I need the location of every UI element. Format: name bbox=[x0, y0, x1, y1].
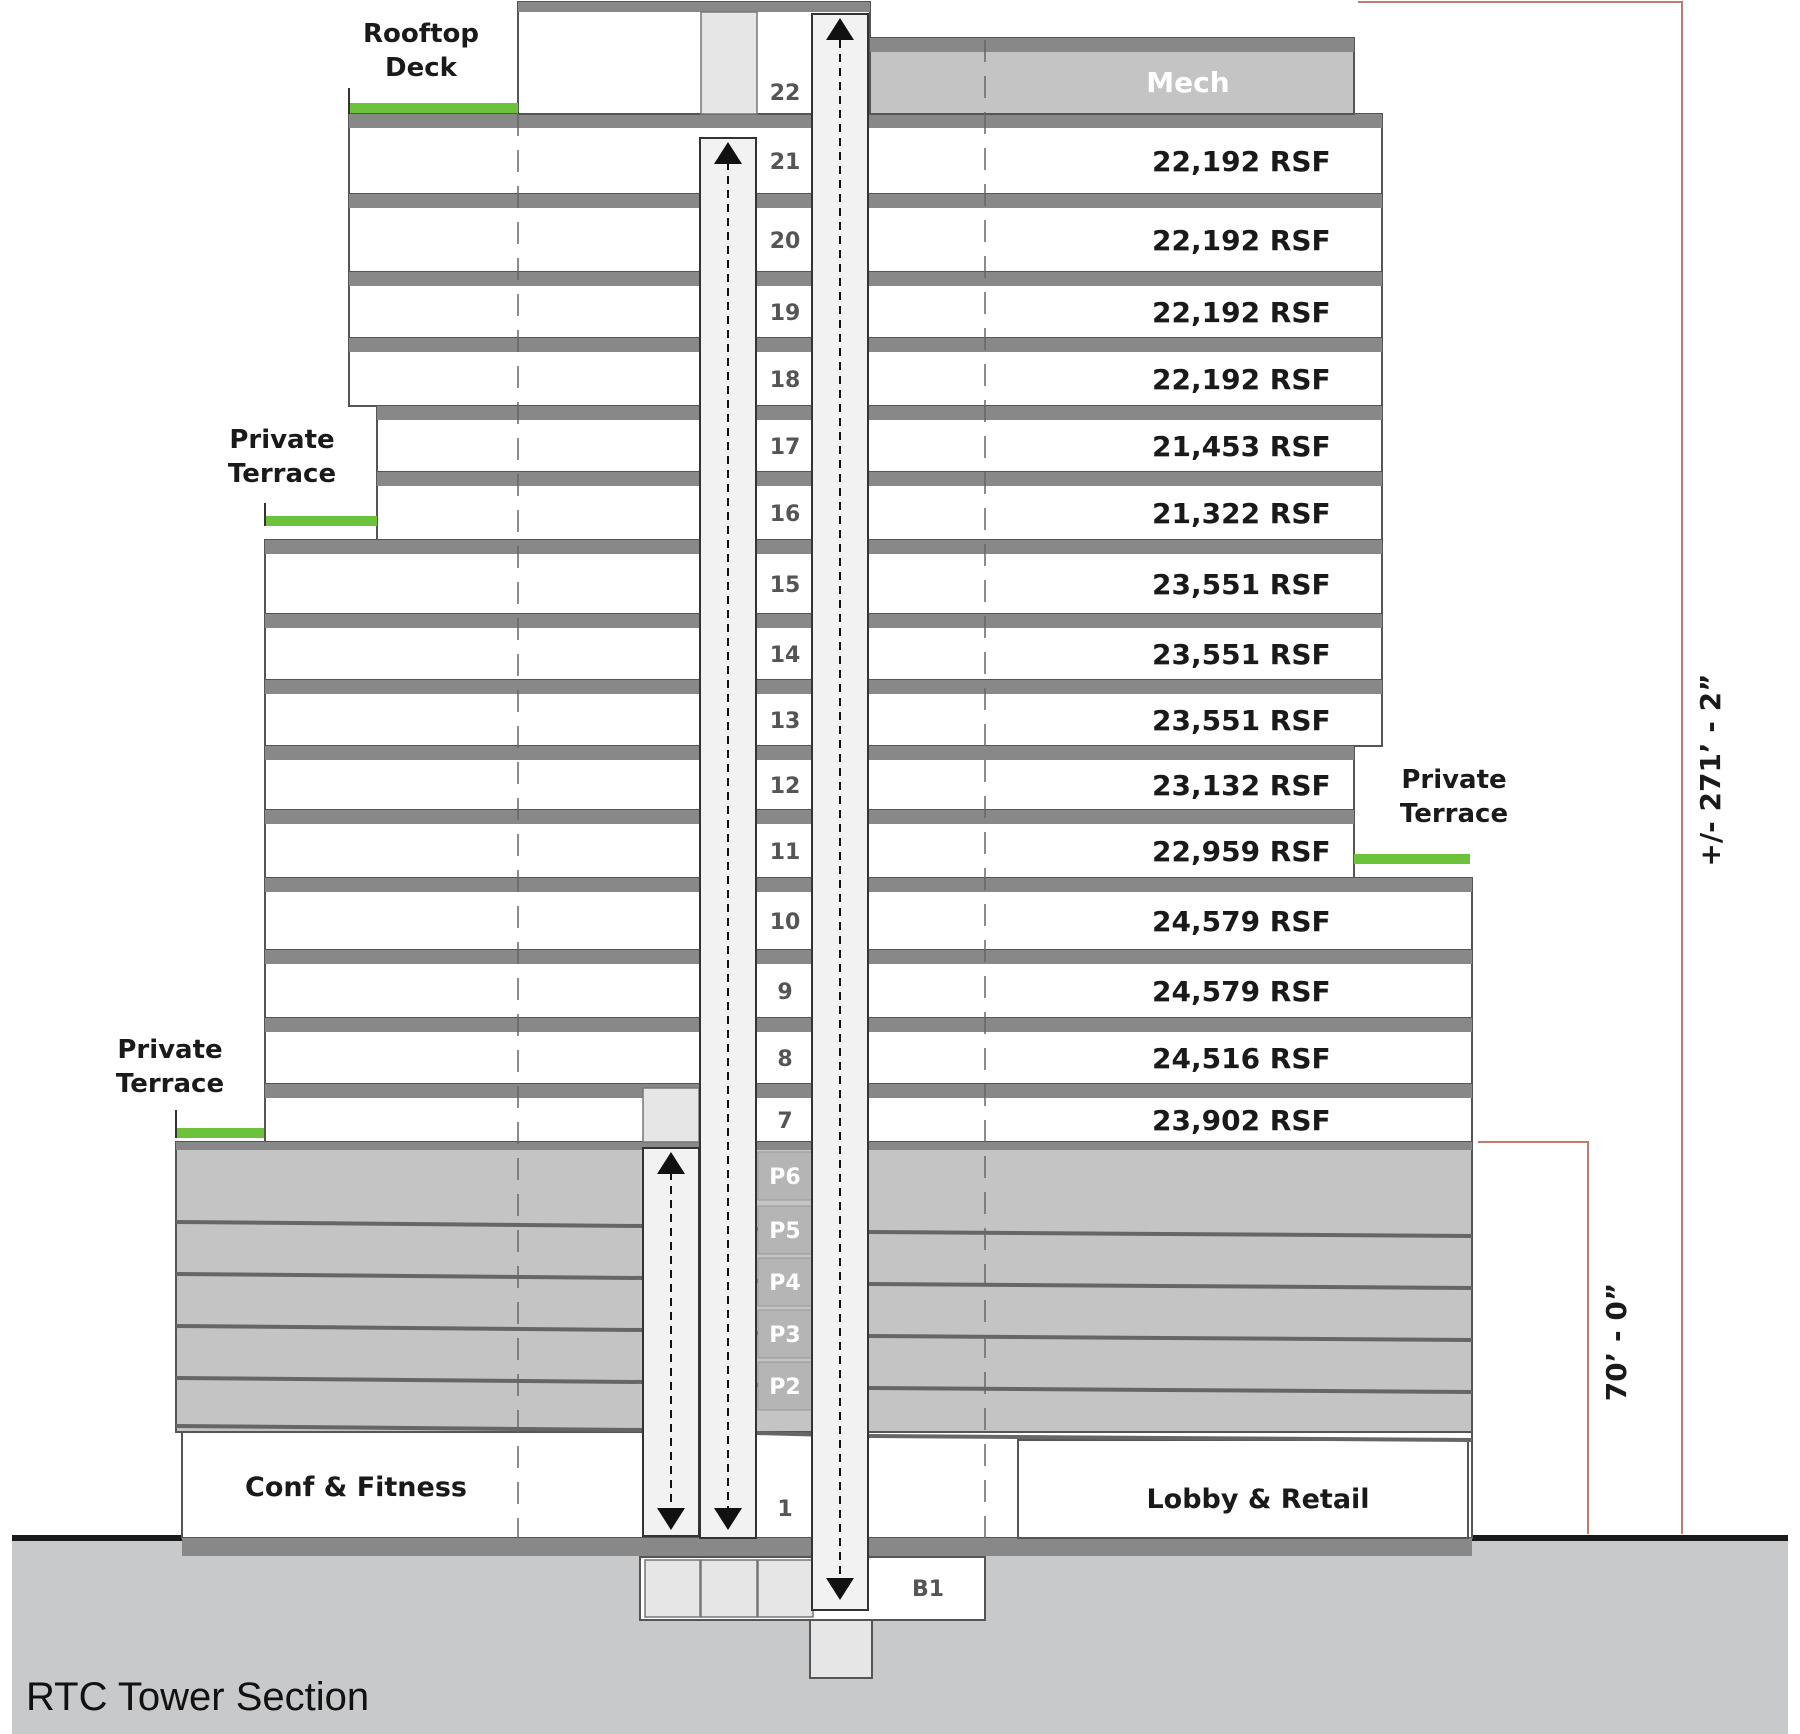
floor-rsf-16: 21,322 RSF bbox=[1152, 497, 1331, 530]
floor-number-20: 20 bbox=[769, 229, 801, 254]
floor-number-22: 22 bbox=[769, 81, 801, 106]
parking-level-P2: P2 bbox=[769, 1375, 801, 1400]
terrace-label-upper-left: Private bbox=[229, 425, 335, 455]
parking-level-P4: P4 bbox=[769, 1271, 801, 1296]
floor-number-16: 16 bbox=[769, 502, 801, 527]
floor-number-13: 13 bbox=[769, 709, 801, 734]
floor-rsf-7: 23,902 RSF bbox=[1152, 1104, 1331, 1137]
basement-core-c bbox=[758, 1560, 813, 1617]
elevator-pit bbox=[810, 1620, 872, 1678]
floor-slab-16 bbox=[377, 472, 1382, 486]
floor-rsf-19: 22,192 RSF bbox=[1152, 296, 1331, 329]
mech-label: Mech bbox=[1146, 66, 1230, 99]
floor-rsf-12: 23,132 RSF bbox=[1152, 769, 1331, 802]
parking-level-P6: P6 bbox=[769, 1165, 801, 1190]
basement-core-b bbox=[701, 1560, 757, 1617]
parking-level-P5: P5 bbox=[769, 1219, 801, 1244]
floor-slab-17 bbox=[377, 406, 1382, 420]
parking-level-P3: P3 bbox=[769, 1323, 801, 1348]
parking-core-cells bbox=[758, 1152, 812, 1410]
floor-number-b1: B1 bbox=[911, 1577, 945, 1602]
floor-number-12: 12 bbox=[769, 774, 801, 799]
floor-number-9: 9 bbox=[777, 980, 793, 1005]
floor-rsf-13: 23,551 RSF bbox=[1152, 704, 1331, 737]
terrace-label-upper-left: Terrace bbox=[227, 459, 337, 489]
total-height-label: +/- 271’ - 2” bbox=[1694, 673, 1727, 867]
diagram-title: RTC Tower Section bbox=[26, 1675, 370, 1719]
green-roof-lower-terrace bbox=[176, 1128, 264, 1138]
floor-number-14: 14 bbox=[769, 643, 801, 668]
floor-number-8: 8 bbox=[777, 1047, 793, 1072]
floor-number-10: 10 bbox=[769, 910, 801, 935]
floor-number-17: 17 bbox=[769, 435, 801, 460]
floor-rsf-21: 22,192 RSF bbox=[1152, 145, 1331, 178]
basement-core-a bbox=[645, 1560, 700, 1617]
rooftop-deck-label: Deck bbox=[385, 53, 457, 83]
floor-rsf-9: 24,579 RSF bbox=[1152, 975, 1331, 1008]
terrace-label-lower-left: Private bbox=[117, 1035, 223, 1065]
core-small-lower bbox=[643, 1088, 699, 1142]
floor-number-15: 15 bbox=[769, 573, 801, 598]
floor-number-1: 1 bbox=[777, 1497, 793, 1522]
floor-number-21: 21 bbox=[769, 150, 801, 175]
lobby-retail-label: Lobby & Retail bbox=[1146, 1484, 1370, 1515]
floor-number-7: 7 bbox=[777, 1109, 793, 1134]
floor-slab-12 bbox=[265, 746, 1354, 760]
green-roof-right-terrace bbox=[1354, 854, 1470, 864]
mech-top-slab bbox=[870, 38, 1354, 52]
terrace-label-lower-left: Terrace bbox=[115, 1069, 225, 1099]
rooftop-deck-label: Rooftop bbox=[363, 19, 479, 49]
terrace-label-right: Private bbox=[1401, 765, 1507, 795]
podium-height-dimension bbox=[1478, 1142, 1588, 1534]
roof-top-slab bbox=[518, 2, 870, 12]
floor-slab-11 bbox=[265, 810, 1354, 824]
podium-height-label: 70’ - 0” bbox=[1600, 1282, 1633, 1402]
floor-number-11: 11 bbox=[769, 840, 801, 865]
floor-rsf-11: 22,959 RSF bbox=[1152, 835, 1331, 868]
green-roof-rooftop-deck bbox=[349, 103, 518, 113]
floor-number-18: 18 bbox=[769, 368, 801, 393]
floor-rsf-8: 24,516 RSF bbox=[1152, 1042, 1331, 1075]
core-shaft-small bbox=[701, 12, 757, 114]
floor-rsf-17: 21,453 RSF bbox=[1152, 430, 1331, 463]
green-roof-upper-terrace bbox=[265, 516, 377, 526]
floor-rsf-14: 23,551 RSF bbox=[1152, 638, 1331, 671]
floor-rsf-20: 22,192 RSF bbox=[1152, 224, 1331, 257]
floor-number-19: 19 bbox=[769, 301, 801, 326]
terrace-label-right: Terrace bbox=[1399, 799, 1509, 829]
conf-fitness-label: Conf & Fitness bbox=[245, 1472, 467, 1503]
floor-rsf-15: 23,551 RSF bbox=[1152, 568, 1331, 601]
floor-rsf-18: 22,192 RSF bbox=[1152, 363, 1331, 396]
floor-rsf-10: 24,579 RSF bbox=[1152, 905, 1331, 938]
